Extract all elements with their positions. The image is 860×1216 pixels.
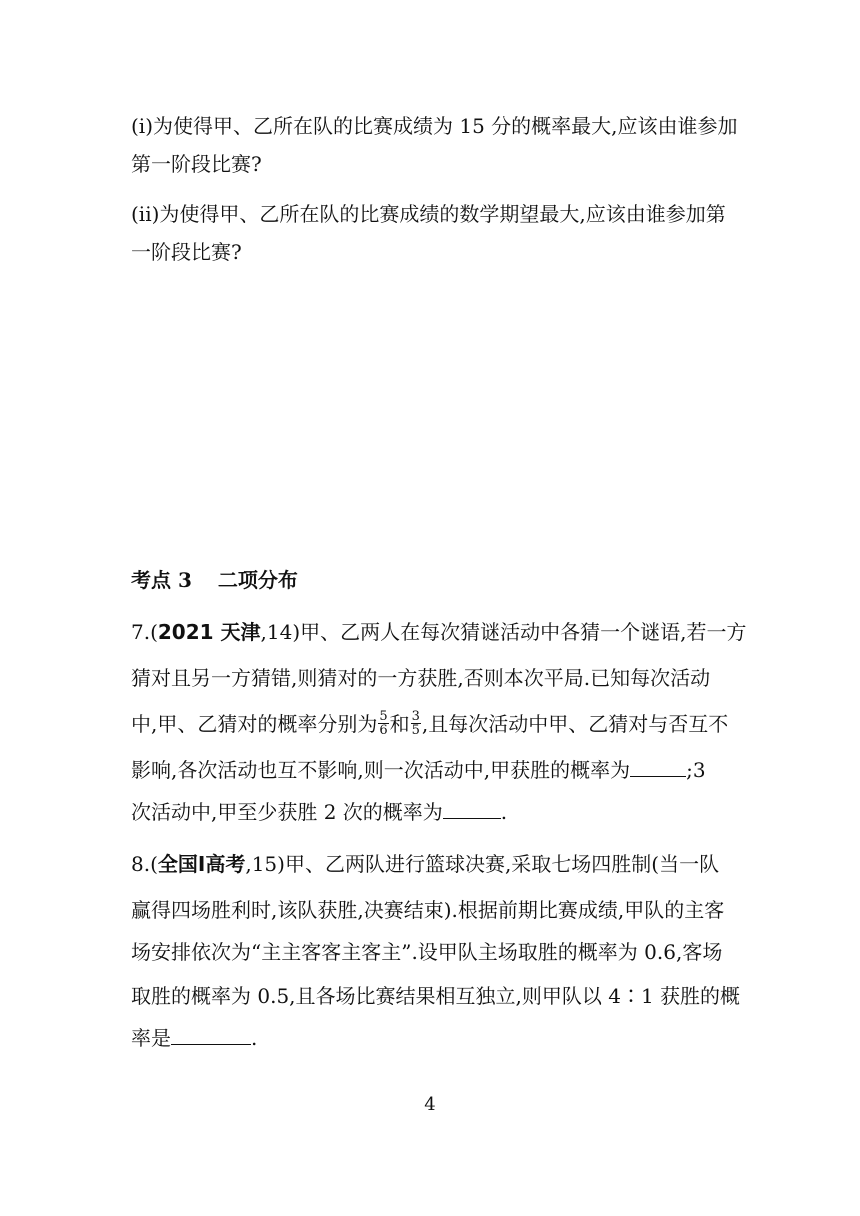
q8-line5-a: 率是 <box>131 1026 171 1050</box>
q8-line5-b: . <box>251 1026 258 1050</box>
q8-source: 全国Ⅰ高考 <box>157 852 246 876</box>
answer-blank-1 <box>630 758 686 777</box>
q7-line2: 猜对且另一方猜错,则猜对的一方获胜,否则本次平局.已知每次活动 <box>131 666 711 690</box>
q8-number: 8.( <box>131 852 158 876</box>
q7-line1 <box>131 620 747 644</box>
section-title: 二项分布 <box>217 568 298 592</box>
q6-part-ii-line2: 一阶段比赛? <box>131 240 242 264</box>
q7-line4-a: 影响,各次活动也互不影响,则一次活动中,甲获胜的概率为 <box>131 758 631 782</box>
q7-line5-a: 次活动中,甲至少获胜 2 次的概率为 <box>131 800 443 824</box>
answer-blank-2 <box>443 800 501 819</box>
q8-line3: 场安排依次为“主主客客主客主”.设甲队主场取胜的概率为 0.6,客场 <box>131 940 723 964</box>
q6-part-ii-line1: (ii)为使得甲、乙所在队的比赛成绩的数学期望最大,应该由谁参加第 <box>131 202 726 226</box>
q7-line5-b: . <box>500 800 508 824</box>
q8-line1 <box>131 852 719 876</box>
frac2-denominator: 5 <box>411 723 420 738</box>
q8-source-rest: ,15)甲、乙两队进行篮球决赛,采取七场四胜制(当一队 <box>245 852 720 876</box>
q7-line3-a: 中,甲、乙猜对的概率分别为 <box>131 712 378 736</box>
q7-line3-c: ,且每次活动中甲、乙猜对与否互不 <box>421 712 729 736</box>
q7-number: 7.( <box>131 620 158 644</box>
q7-line3-b: 和 <box>389 712 410 736</box>
fraction-five-sixths <box>378 710 388 737</box>
q7-line3 <box>131 709 729 739</box>
q7-source-rest: ,14)甲、乙两人在每次猜谜活动中各猜一个谜语,若一方 <box>260 620 747 644</box>
q8-line4: 取胜的概率为 0.5,且各场比赛结果相互独立,则甲队以 4∶1 获胜的概 <box>131 984 741 1008</box>
section-heading <box>131 568 298 592</box>
q7-line4 <box>131 758 706 782</box>
q8-line2: 赢得四场胜利时,该队获胜,决赛结束).根据前期比赛成绩,甲队的主客 <box>131 898 725 922</box>
frac1-numerator: 5 <box>379 709 388 724</box>
fraction-three-fifths <box>411 710 421 737</box>
q7-line5 <box>131 800 507 824</box>
section-label: 考点 3 <box>131 568 192 592</box>
frac2-numerator: 3 <box>411 709 420 724</box>
q6-part-i-line1: (i)为使得甲、乙所在队的比赛成绩为 15 分的概率最大,应该由谁参加 <box>131 114 738 138</box>
frac1-denominator: 6 <box>379 723 388 738</box>
page-number: 4 <box>424 1094 436 1115</box>
answer-blank-3 <box>171 1026 251 1045</box>
q8-line5 <box>131 1026 257 1050</box>
q7-source: 2021 天津 <box>157 620 261 644</box>
q6-part-i-line2: 第一阶段比赛? <box>131 152 262 176</box>
q7-line4-b: ;3 <box>686 758 706 782</box>
